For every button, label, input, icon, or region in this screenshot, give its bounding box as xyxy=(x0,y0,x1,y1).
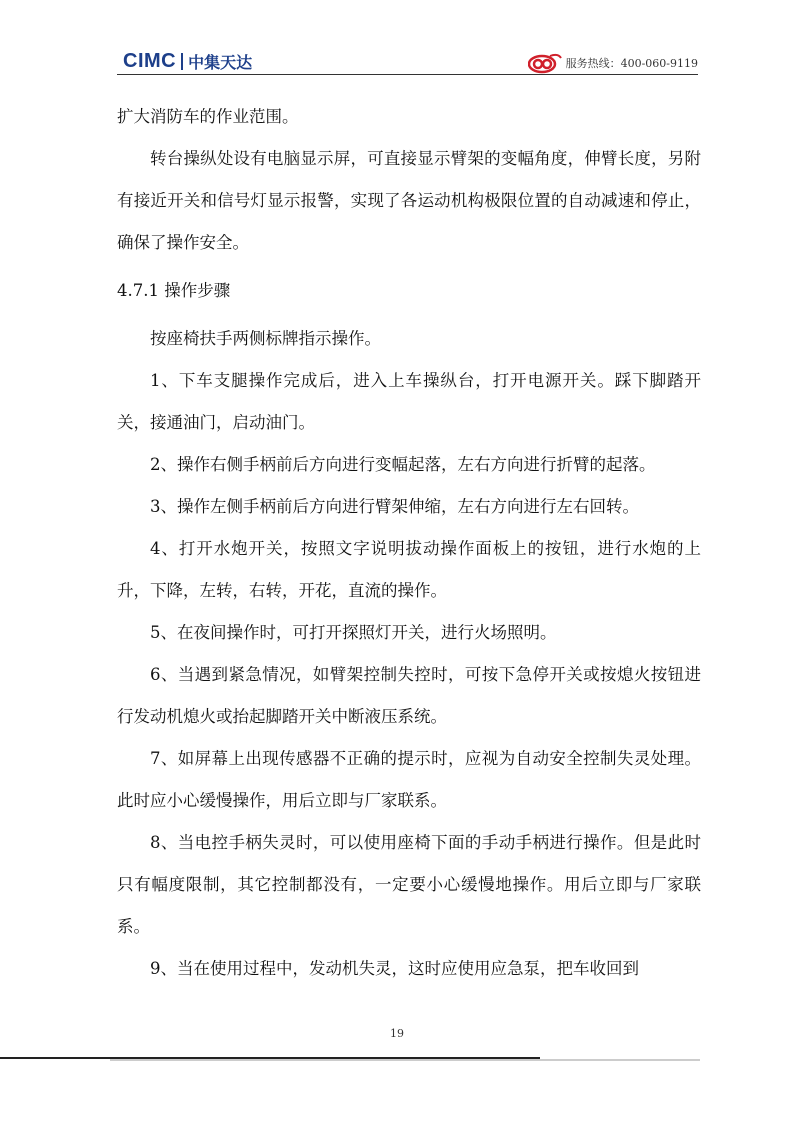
step-item: 5、在夜间操作时，可打开探照灯开关，进行火场照明。 xyxy=(150,623,557,642)
step-item: 9、当在使用过程中，发动机失灵，这时应使用应急泵，把车收回到 xyxy=(150,959,639,978)
section-intro: 按座椅扶手两侧标牌指示操作。 xyxy=(150,329,381,348)
service-hotline xyxy=(528,52,698,74)
hotline-number: 400-060-9119 xyxy=(620,56,698,70)
section-heading: 4.7.1 操作步骤 xyxy=(117,281,231,300)
step-item: 3、操作左侧手柄前后方向进行臂架伸缩，左右方向进行左右回转。 xyxy=(150,497,639,516)
step-item: 1、下车支腿操作完成后，进入上车操纵台，打开电源开关。踩下脚踏开关，接通油门，启动油门。 xyxy=(117,371,701,432)
logo-text: CIMC xyxy=(123,50,177,72)
logo-chinese-name: 中集天达 xyxy=(188,53,253,72)
step-item: 2、操作右侧手柄前后方向进行变幅起落，左右方向进行折臂的起落。 xyxy=(150,455,656,474)
paragraph: 扩大消防车的作业范围。 xyxy=(117,107,299,126)
footer-divider xyxy=(0,1052,794,1064)
cimc-logo xyxy=(123,50,252,73)
step-item: 8、当电控手柄失灵时，可以使用座椅下面的手动手柄进行操作。但是此时只有幅度限制，其它控制都没有，一定要小心缓慢地操作。用后立即与厂家联系。 xyxy=(117,833,701,936)
service-emblem-icon xyxy=(528,52,562,74)
header-divider xyxy=(117,74,698,75)
logo-separator xyxy=(181,53,183,70)
step-item: 7、如屏幕上出现传感器不正确的提示时，应视为自动安全控制失灵处理。此时应小心缓慢操作，用后立即与厂家联系。 xyxy=(117,749,701,810)
paragraph: 转台操纵处设有电脑显示屏，可直接显示臂架的变幅角度，伸臂长度，另附有接近开关和信号灯显示报警，实现了各运动机构极限位置的自动减速和停止，确保了操作安全。 xyxy=(117,149,701,252)
page-number: 19 xyxy=(390,1027,404,1040)
page-header xyxy=(117,44,698,76)
document-body xyxy=(117,96,701,990)
hotline-label: 服务热线： xyxy=(565,57,621,70)
step-item: 4、打开水炮开关，按照文字说明拔动操作面板上的按钮，进行水炮的上升，下降，左转，右转，开花，直流的操作。 xyxy=(117,539,701,600)
step-item: 6、当遇到紧急情况，如臂架控制失控时，可按下急停开关或按熄火按钮进行发动机熄火或抬起脚踏开关中断液压系统。 xyxy=(117,665,701,726)
